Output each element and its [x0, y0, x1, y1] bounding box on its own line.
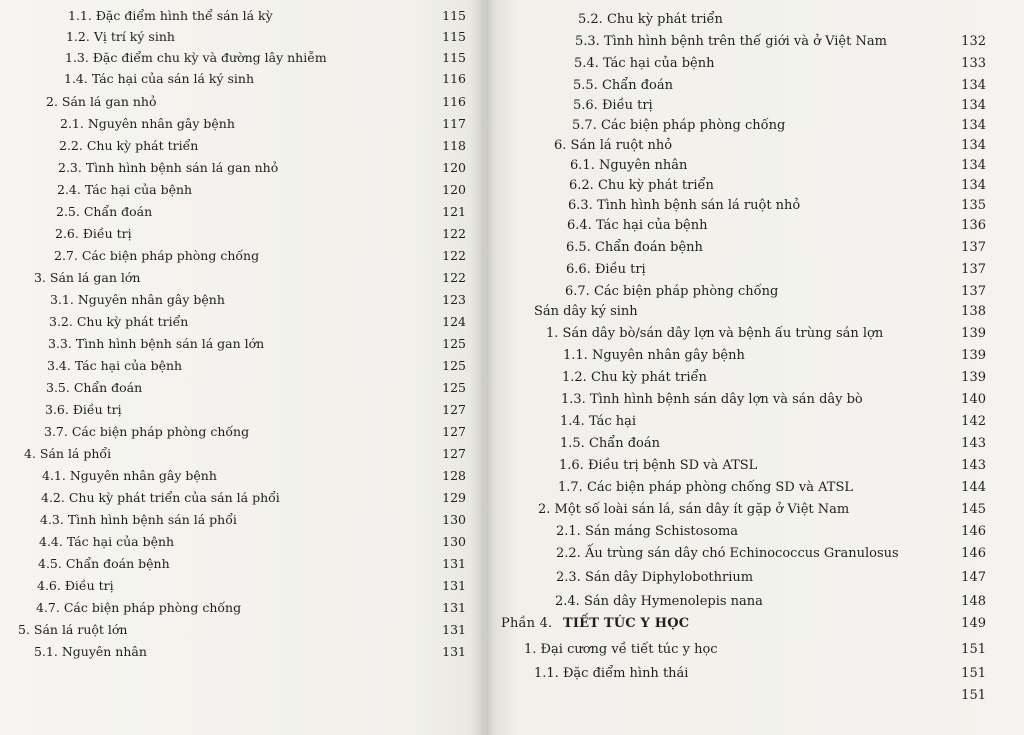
toc-entry-page: 134	[961, 178, 986, 193]
toc-entry-page: 116	[442, 71, 466, 86]
toc-entry-page: 127	[442, 446, 466, 461]
toc-entry-page: 127	[442, 402, 466, 417]
toc-entry-title: 4.7. Các biện pháp phòng chống	[36, 600, 242, 615]
toc-entry-page: 130	[442, 534, 466, 549]
toc-entry-title: 5. Sán lá ruột lớn	[18, 622, 128, 637]
toc-entry-title: 1.7. Các biện pháp phòng chống SD và ATSL	[558, 480, 853, 495]
toc-entry-title: 1.6. Điều trị bệnh SD và ATSL	[559, 458, 758, 473]
toc-entry-title: 1.1. Đặc điểm hình thể sán lá kỳ	[68, 8, 273, 23]
toc-entry-page: 137	[961, 240, 986, 255]
toc-entry-page: 151	[961, 688, 986, 703]
toc-entry-title: 4.5. Chẩn đoán bệnh	[38, 556, 170, 571]
toc-entry-title: 1.1. Đặc điểm hình thái	[534, 666, 689, 681]
toc-entry-title: 1.3. Tình hình bệnh sán dây lợn và sán dây bò	[561, 392, 863, 407]
toc-entry-page: 144	[961, 480, 986, 495]
part-heading-title-text: TIẾT TÚC Y HỌC	[563, 616, 690, 631]
toc-entry-page: 134	[961, 138, 986, 153]
toc-entry-title: 5.5. Chẩn đoán	[573, 78, 674, 93]
toc-entry-title: 3.2. Chu kỳ phát triển	[49, 314, 189, 329]
toc-entry-page: 125	[442, 336, 466, 351]
toc-entry-page: 131	[442, 578, 466, 593]
toc-entry-title: 2.2. Chu kỳ phát triển	[59, 138, 199, 153]
toc-entry-title: 2.4. Tác hại của bệnh	[57, 182, 193, 197]
toc-entry-page: 139	[961, 370, 986, 385]
part-heading-prefix: Phần 4.	[501, 616, 553, 631]
toc-entry-page: 130	[442, 512, 466, 527]
toc-entry-title: 5.7. Các biện pháp phòng chống	[572, 118, 786, 133]
toc-entry-title: 3.5. Chẩn đoán	[46, 380, 143, 395]
toc-entry-title: 6.2. Chu kỳ phát triển	[569, 178, 714, 193]
toc-entry-page: 136	[961, 218, 986, 233]
toc-entry-page: 122	[442, 270, 466, 285]
toc-entry-title: 3.6. Điều trị	[45, 402, 122, 417]
toc-entry-page: 121	[442, 204, 466, 219]
toc-entry-page: 124	[442, 314, 466, 329]
toc-entry-page: 137	[961, 284, 986, 299]
toc-entry-page: 135	[961, 198, 986, 213]
toc-entry-page: 142	[961, 414, 986, 429]
toc-entry-title: 1.1. Nguyên nhân gây bệnh	[563, 348, 745, 363]
toc-entry-title: 2. Sán lá gan nhỏ	[46, 94, 157, 109]
toc-entry-title: 5.6. Điều trị	[573, 98, 653, 113]
toc-entry-title: 1.4. Tác hại của sán lá ký sinh	[64, 71, 255, 86]
toc-entry-title: 4.6. Điều trị	[37, 578, 114, 593]
toc-entry-page: 117	[442, 116, 466, 131]
toc-entry-page: 125	[442, 358, 466, 373]
toc-entry-title: 2.3. Sán dây Diphylobothrium	[556, 570, 754, 585]
toc-entry-title: 2.4. Sán dây Hymenolepis nana	[555, 594, 763, 609]
toc-entry-title: 3. Sán lá gan lớn	[34, 270, 141, 285]
toc-entry-page: 131	[442, 644, 466, 659]
toc-entry-page: 132	[961, 34, 986, 49]
toc-entry-page: 147	[961, 570, 986, 585]
toc-entry-title: 5.4. Tác hại của bệnh	[574, 56, 715, 71]
toc-entry-title: 4.4. Tác hại của bệnh	[39, 534, 175, 549]
toc-entry-page: 127	[442, 424, 466, 439]
toc-entry-page: 134	[961, 98, 986, 113]
toc-entry-page: 139	[961, 326, 986, 341]
toc-entry-title: 6. Sán lá ruột nhỏ	[554, 138, 673, 153]
toc-entry-title: 6.6. Điều trị	[566, 262, 646, 277]
toc-entry-page: 151	[961, 666, 986, 681]
toc-entry-page: 148	[961, 594, 986, 609]
toc-entry-page: 128	[442, 468, 466, 483]
toc-entry-page: 133	[961, 56, 986, 71]
toc-entry-page: 151	[961, 642, 986, 657]
toc-entry-title: 6.4. Tác hại của bệnh	[567, 218, 708, 233]
toc-entry-page: 146	[961, 524, 986, 539]
left-page	[0, 0, 486, 735]
toc-entry-title: 6.5. Chẩn đoán bệnh	[566, 240, 703, 255]
toc-entry-title: 3.7. Các biện pháp phòng chống	[44, 424, 250, 439]
toc-entry-title: 2.1. Sán máng Schistosoma	[556, 524, 739, 539]
toc-entry-title: Sán dây ký sinh	[534, 304, 638, 319]
toc-entry-title: 3.4. Tác hại của bệnh	[47, 358, 183, 373]
toc-entry-title: 5.3. Tình hình bệnh trên thế giới và ở Việt Nam	[575, 34, 887, 49]
toc-entry-title: 1.4. Tác hại	[560, 414, 637, 429]
toc-entry-title: 1.3. Đặc điểm chu kỳ và đường lây nhiễm	[65, 50, 327, 65]
toc-entry-page: 139	[961, 348, 986, 363]
toc-entry-title: 1. Đại cương về tiết túc y học	[524, 642, 718, 657]
toc-entry-page: 122	[442, 226, 466, 241]
toc-entry-page: 115	[442, 8, 466, 23]
toc-entry-page: 149	[961, 616, 986, 631]
toc-entry-page: 145	[961, 502, 986, 517]
part-heading-title	[563, 616, 689, 632]
toc-entry-page: 116	[442, 94, 466, 109]
toc-entry-title: 2.6. Điều trị	[55, 226, 132, 241]
toc-entry-page: 129	[442, 490, 466, 505]
toc-entry-title: 6.1. Nguyên nhân	[570, 158, 688, 173]
toc-entry-page: 131	[442, 600, 466, 615]
toc-entry-page: 143	[961, 458, 986, 473]
toc-entry-title: 1.5. Chẩn đoán	[560, 436, 661, 451]
toc-entry-page: 122	[442, 248, 466, 263]
toc-entry-page: 118	[442, 138, 466, 153]
toc-entry-title: 1.2. Vị trí ký sinh	[66, 29, 175, 44]
toc-entry-title: 2.3. Tình hình bệnh sán lá gan nhỏ	[58, 160, 279, 175]
toc-entry-title: 4.2. Chu kỳ phát triển của sán lá phổi	[41, 490, 280, 505]
toc-entry-title: 1.2. Chu kỳ phát triển	[562, 370, 707, 385]
toc-entry-title: 2.5. Chẩn đoán	[56, 204, 153, 219]
toc-entry-page: 115	[442, 29, 466, 44]
toc-entry-title: 4.3. Tình hình bệnh sán lá phổi	[40, 512, 237, 527]
toc-entry-title: 5.1. Nguyên nhân	[34, 644, 147, 659]
toc-entry-title: 6.3. Tình hình bệnh sán lá ruột nhỏ	[568, 198, 801, 213]
toc-entry-page: 143	[961, 436, 986, 451]
toc-entry-title: 4. Sán lá phổi	[24, 446, 112, 461]
toc-entry-page: 123	[442, 292, 466, 307]
toc-entry-page: 120	[442, 182, 466, 197]
toc-entry-page: 134	[961, 118, 986, 133]
toc-entry-title: 1. Sán dây bò/sán dây lợn và bệnh ấu trùng sán lợn	[546, 326, 884, 341]
toc-entry-title: 3.3. Tình hình bệnh sán lá gan lớn	[48, 336, 265, 351]
toc-entry-page: 140	[961, 392, 986, 407]
toc-entry-title: 3.1. Nguyên nhân gây bệnh	[50, 292, 225, 307]
toc-entry-title: 4.1. Nguyên nhân gây bệnh	[42, 468, 217, 483]
toc-entry-page: 120	[442, 160, 466, 175]
toc-entry-page: 134	[961, 158, 986, 173]
toc-entry-title: 6.7. Các biện pháp phòng chống	[565, 284, 779, 299]
toc-entry-page: 138	[961, 304, 986, 319]
toc-entry-title: 2.7. Các biện pháp phòng chống	[54, 248, 260, 263]
toc-entry-title: 2.2. Ấu trùng sán dây chó Echinococcus Granulosus	[556, 546, 899, 561]
toc-entry-title: 2. Một số loài sán lá, sán dây ít gặp ở Việt Nam	[538, 502, 850, 517]
toc-entry-page: 115	[442, 50, 466, 65]
toc-entry-page: 131	[442, 622, 466, 637]
toc-entry-page: 137	[961, 262, 986, 277]
toc-entry-title: 5.2. Chu kỳ phát triển	[578, 12, 723, 27]
toc-entry-page: 134	[961, 78, 986, 93]
toc-entry-page: 131	[442, 556, 466, 571]
right-page	[486, 0, 1024, 735]
toc-entry-page: 125	[442, 380, 466, 395]
toc-entry-title: 2.1. Nguyên nhân gây bệnh	[60, 116, 235, 131]
toc-entry-page: 146	[961, 546, 986, 561]
